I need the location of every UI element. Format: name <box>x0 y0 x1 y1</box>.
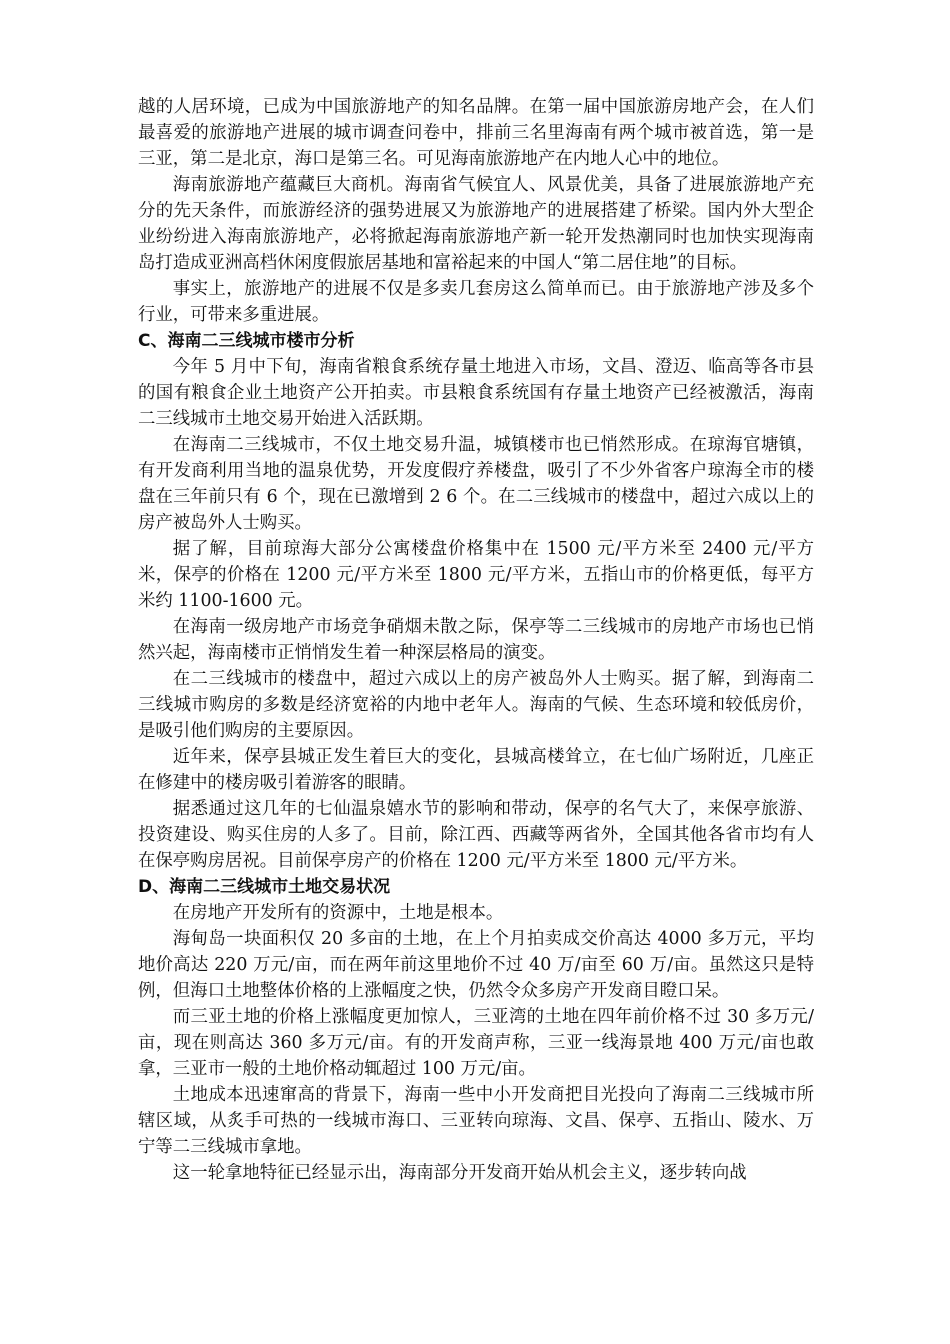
paragraph: 在房地产开发所有的资源中，土地是根本。 <box>172 903 504 923</box>
paragraph: 事实上，旅游地产的进展不仅是多卖几套房这么简单而已。由于旅游地产涉及多个行业，可带来多重进展。 <box>138 279 814 325</box>
paragraph: 今年 5 月中下旬，海南省粮食系统存量土地进入市场，文昌、澄迈、临高等各市县的国有粮食企业土地资产公开拍卖。市县粮食系统国有存量土地资产已经被激活，海南二三线城市土地交易开始进入活跃期。 <box>138 357 814 429</box>
section-heading-d: D、海南二三线城市土地交易状况 <box>138 877 391 897</box>
paragraph: 据了解，目前琼海大部分公寓楼盘价格集中在 1500 元/平方米至 2400 元/平方米，保亭的价格在 1200 元/平方米至 1800 元/平方米，五指山市的价格更低，每平方米约 1100-1600 元。 <box>138 539 814 611</box>
paragraph: 越的人居环境，已成为中国旅游地产的知名品牌。在第一届中国旅游房地产会，在人们最喜爱的旅游地产进展的城市调查问卷中，排前三名里海南有两个城市被首选，第一是三亚，第二是北京，海口是第三名。可见海南旅游地产在内地人心中的地位。 <box>138 97 814 169</box>
paragraph: 据悉通过这几年的七仙温泉嬉水节的影响和带动，保亭的名气大了，来保亭旅游、投资建设、购买住房的人多了。目前，除江西、西藏等两省外，全国其他各省市均有人在保亭购房居祝。目前保亭房产的价格在 1200 元/平方米至 1800 元/平方米。 <box>138 799 814 871</box>
paragraph: 近年来，保亭县城正发生着巨大的变化，县城高楼耸立，在七仙广场附近，几座正在修建中的楼房吸引着游客的眼睛。 <box>138 747 814 793</box>
paragraph: 而三亚土地的价格上涨幅度更加惊人，三亚湾的土地在四年前价格不过 30 多万元/亩，现在则高达 360 多万元/亩。有的开发商声称，三亚一线海景地 400 万元/亩也敢拿，三亚市一般的土地价格动辄超过 100 万元/亩。 <box>138 1007 814 1079</box>
paragraph: 海南旅游地产蕴藏巨大商机。海南省气候宜人、风景优美，具备了进展旅游地产充分的先天条件，而旅游经济的强势进展又为旅游地产的进展搭建了桥梁。国内外大型企业纷纷进入海南旅游地产，必将掀起海南旅游地产新一轮开发热潮同时也加快实现海南岛打造成亚洲高档休闲度假旅居基地和富裕起来的中国人“第二居住地”的目标。 <box>138 175 814 273</box>
document-body <box>138 94 814 1186</box>
paragraph: 在海南一级房地产市场竞争硝烟未散之际，保亭等二三线城市的房地产市场也已悄然兴起，海南楼市正悄悄发生着一种深层格局的演变。 <box>138 617 814 663</box>
paragraph: 在二三线城市的楼盘中，超过六成以上的房产被岛外人士购买。据了解，到海南二三线城市购房的多数是经济宽裕的内地中老年人。海南的气候、生态环境和较低房价，是吸引他们购房的主要原因。 <box>138 669 814 741</box>
paragraph: 海甸岛一块面积仅 20 多亩的土地，在上个月拍卖成交价高达 4000 多万元，平均地价高达 220 万元/亩，而在两年前这里地价不过 40 万/亩至 60 万/亩。虽然这只是特例，但海口土地整体价格的上涨幅度之快，仍然令众多房产开发商目瞪口呆。 <box>138 929 814 1001</box>
paragraph: 土地成本迅速窜高的背景下，海南一些中小开发商把目光投向了海南二三线城市所辖区域，从炙手可热的一线城市海口、三亚转向琼海、文昌、保亭、五指山、陵水、万宁等二三线城市拿地。 <box>138 1085 814 1157</box>
paragraph: 在海南二三线城市，不仅土地交易升温，城镇楼市也已悄然形成。在琼海官塘镇，有开发商利用当地的温泉优势，开发度假疗养楼盘，吸引了不少外省客户琼海全市的楼盘在三年前只有 6 个，现在已激增到 2 6 个。在二三线城市的楼盘中，超过六成以上的房产被岛外人士购买。 <box>138 435 814 533</box>
section-heading-c: C、海南二三线城市楼市分析 <box>138 331 355 351</box>
paragraph: 这一轮拿地特征已经显示出，海南部分开发商开始从机会主义，逐步转向战 <box>172 1163 747 1183</box>
